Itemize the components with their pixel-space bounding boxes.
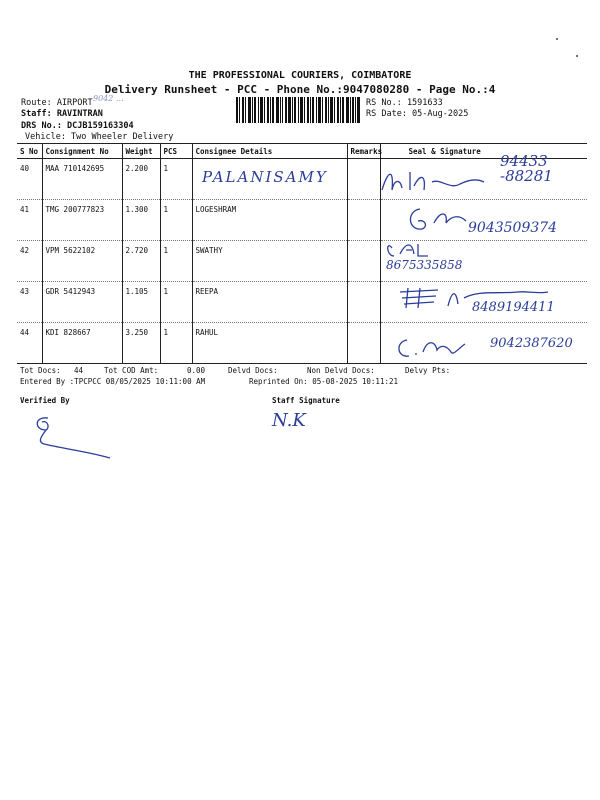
runsheet-title: Delivery Runsheet - PCC - Phone No.:9047080280 - Page No.:4 <box>104 83 496 96</box>
row-pcs: 1 <box>160 159 192 200</box>
reprinted-on: Reprinted On: 05-08-2025 10:11:21 <box>249 377 399 386</box>
row-consignee: SWATHY <box>192 241 347 282</box>
row-weight: 2.200 <box>122 159 160 200</box>
rs-date: RS Date: 05-Aug-2025 <box>366 109 469 119</box>
handwritten-phone: 9043509374 <box>468 220 558 236</box>
row-consignment: GDR 5412943 <box>42 282 122 323</box>
row-consignment: TMG 200777823 <box>42 200 122 241</box>
route-label: Route: AIRPORT <box>21 98 93 108</box>
col-header-consignee: Consignee Details <box>192 144 347 159</box>
barcode-image <box>236 97 360 123</box>
scan-speck <box>556 38 558 40</box>
row-remarks <box>347 159 380 200</box>
header-scribble: 9042 … <box>93 94 124 103</box>
col-header-remarks: Remarks <box>347 144 380 159</box>
row-consignee: LOGESHRAM <box>192 200 347 241</box>
row-consignment: VPM 5622102 <box>42 241 122 282</box>
scan-speck <box>576 55 578 57</box>
signature-scribble <box>395 334 475 364</box>
vehicle-label: Vehicle: Two Wheeler Delivery <box>25 132 174 142</box>
handwritten-phone: 8489194411 <box>472 300 555 315</box>
row-sno: 42 <box>17 241 42 282</box>
tot-cod-value: 0.00 <box>187 366 206 375</box>
row-remarks <box>347 200 380 241</box>
row-weight: 1.300 <box>122 200 160 241</box>
tot-docs-value: 44 <box>74 366 84 375</box>
row-pcs: 1 <box>160 282 192 323</box>
staff-signature: N.K <box>272 410 306 431</box>
row-remarks <box>347 323 380 364</box>
rs-number: RS No.: 1591633 <box>366 98 443 108</box>
non-delvd-docs-label: Non Delvd Docs: <box>307 366 375 375</box>
col-header-pcs: PCS <box>160 144 192 159</box>
row-consignee: RAHUL <box>192 323 347 364</box>
row-remarks <box>347 282 380 323</box>
staff-signature-label: Staff Signature <box>272 396 340 405</box>
row-weight: 1.105 <box>122 282 160 323</box>
col-header-signature: Seal & Signature <box>380 144 587 159</box>
staff-label: Staff: RAVINTRAN <box>21 109 103 119</box>
verified-by-label: Verified By <box>20 396 70 405</box>
row-consignment: KDI 828667 <box>42 323 122 364</box>
row-sno: 43 <box>17 282 42 323</box>
row-consignee: REEPA <box>192 282 347 323</box>
row-pcs: 1 <box>160 323 192 364</box>
col-header-weight: Weight <box>122 144 160 159</box>
row-sno: 40 <box>17 159 42 200</box>
row-pcs: 1 <box>160 241 192 282</box>
col-header-consignment: Consignment No <box>42 144 122 159</box>
delvd-docs-label: Delvd Docs: <box>228 366 278 375</box>
delvy-pts-label: Delvy Pts: <box>405 366 451 375</box>
row-sno: 41 <box>17 200 42 241</box>
tot-docs-label: Tot Docs: <box>20 366 61 375</box>
row-pcs: 1 <box>160 200 192 241</box>
handwritten-consignee: PALANISAMY <box>202 168 328 186</box>
col-header-sno: S No <box>17 144 42 159</box>
row-weight: 2.720 <box>122 241 160 282</box>
company-name: THE PROFESSIONAL COURIERS, COIMBATORE <box>188 70 412 81</box>
table-row <box>17 241 587 282</box>
verified-signature <box>30 412 120 462</box>
handwritten-phone: 9042387620 <box>490 336 573 351</box>
drs-number: DRS No.: DCJB159163304 <box>21 121 134 131</box>
entered-by: Entered By :TPCPCC 08/05/2025 10:11:00 AM <box>20 377 206 386</box>
row-sno: 44 <box>17 323 42 364</box>
signature-scribble <box>380 160 490 200</box>
row-weight: 3.250 <box>122 323 160 364</box>
handwritten-phone: 8675335858 <box>386 258 463 272</box>
handwritten-phone: 94433 -88281 <box>500 152 553 185</box>
row-consignment: MAA 710142695 <box>42 159 122 200</box>
row-remarks <box>347 241 380 282</box>
tot-cod-label: Tot COD Amt: <box>104 366 159 375</box>
